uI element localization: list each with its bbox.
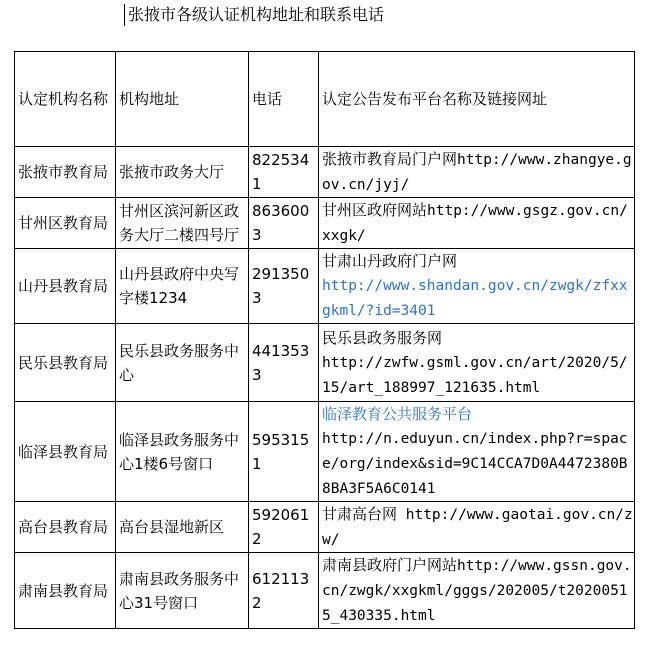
- address-cell: 肃南县政务服务中心31号窗口: [116, 553, 249, 629]
- phone-cell: 2913503: [249, 249, 319, 324]
- platform-cell: [319, 249, 635, 324]
- address-cell: 甘州区滨河新区政务大厅二楼四号厅: [116, 198, 249, 249]
- platform-url: http://n.eduyun.cn/index.php?r=space/org/index&sid=9C14CCA7D0A4472380B8BA3F5A6C0141: [322, 431, 628, 497]
- header-org: 认定机构名称: [15, 52, 116, 147]
- phone-cell: 8636003: [249, 198, 319, 249]
- address-cell: 高台县湿地新区: [116, 502, 249, 553]
- platform-cell: [319, 553, 635, 629]
- platform-url[interactable]: http://www.gssn.gov.cn/zwgk/xxgkml/gggs/202005/t20200515_430335.html: [322, 558, 632, 624]
- table-body: [15, 147, 635, 629]
- header-platform: 认定公告发布平台名称及链接网址: [319, 52, 635, 147]
- platform-name: 甘肃高台网: [322, 505, 398, 523]
- phone-cell: 4413533: [249, 324, 319, 402]
- platform-url[interactable]: http://www.gaotai.gov.cn/zw/: [322, 507, 633, 548]
- platform-url[interactable]: http://www.gsgz.gov.cn/xxgk/: [322, 203, 628, 244]
- org-name-cell: 高台县教育局: [15, 502, 116, 553]
- platform-name: 民乐县政务服务网: [322, 328, 443, 347]
- platform-cell: [319, 402, 635, 502]
- address-cell: 民乐县政务服务中心: [116, 324, 249, 402]
- platform-url[interactable]: http://www.zhangye.gov.cn/jyj/: [322, 152, 632, 193]
- certification-table: [14, 51, 635, 629]
- table-row: [15, 198, 635, 249]
- platform-url[interactable]: http://www.shandan.gov.cn/zwgk/zfxxgkml/?id=3401: [322, 278, 628, 319]
- header-address: 机构地址: [116, 52, 249, 147]
- org-name-cell: 张掖市教育局: [15, 147, 116, 198]
- address-cell: 山丹县政府中央写字楼1234: [116, 249, 249, 324]
- platform-name: 张掖市教育局门户网: [322, 150, 458, 168]
- platform-cell: [319, 198, 635, 249]
- platform-name: 肃南县政府门户网站: [322, 556, 458, 574]
- phone-cell: 5920612: [249, 502, 319, 553]
- table-row: [15, 553, 635, 629]
- table-row: [15, 502, 635, 553]
- phone-cell: 6121132: [249, 553, 319, 629]
- platform-url: http://zwfw.gsml.gov.cn/art/2020/5/15/art_188997_121635.html: [322, 354, 628, 396]
- table-header-row: [15, 52, 635, 147]
- platform-cell: [319, 502, 635, 553]
- platform-name: 甘肃山丹政府门户网: [322, 252, 458, 270]
- org-name-cell: 临泽县教育局: [15, 402, 116, 502]
- org-name-cell: 山丹县教育局: [15, 249, 116, 324]
- org-name-cell: 民乐县教育局: [15, 324, 116, 402]
- phone-cell: 8225341: [249, 147, 319, 198]
- platform-name: 甘州区政府网站: [322, 201, 428, 219]
- table-row: [15, 402, 635, 502]
- platform-cell: [319, 147, 635, 198]
- document-title: 张掖市各级认证机构地址和联系电话: [124, 4, 384, 26]
- org-name-cell: 肃南县教育局: [15, 553, 116, 629]
- table-row: [15, 324, 635, 402]
- header-phone: 电话: [249, 52, 319, 147]
- address-cell: 张掖市政务大厅: [116, 147, 249, 198]
- table-row: [15, 147, 635, 198]
- org-name-cell: 甘州区教育局: [15, 198, 116, 249]
- platform-name[interactable]: 临泽教育公共服务平台: [322, 405, 473, 423]
- phone-cell: 5953151: [249, 402, 319, 502]
- platform-cell: [319, 324, 635, 402]
- table-row: [15, 249, 635, 324]
- address-cell: 临泽县政务服务中心1楼6号窗口: [116, 402, 249, 502]
